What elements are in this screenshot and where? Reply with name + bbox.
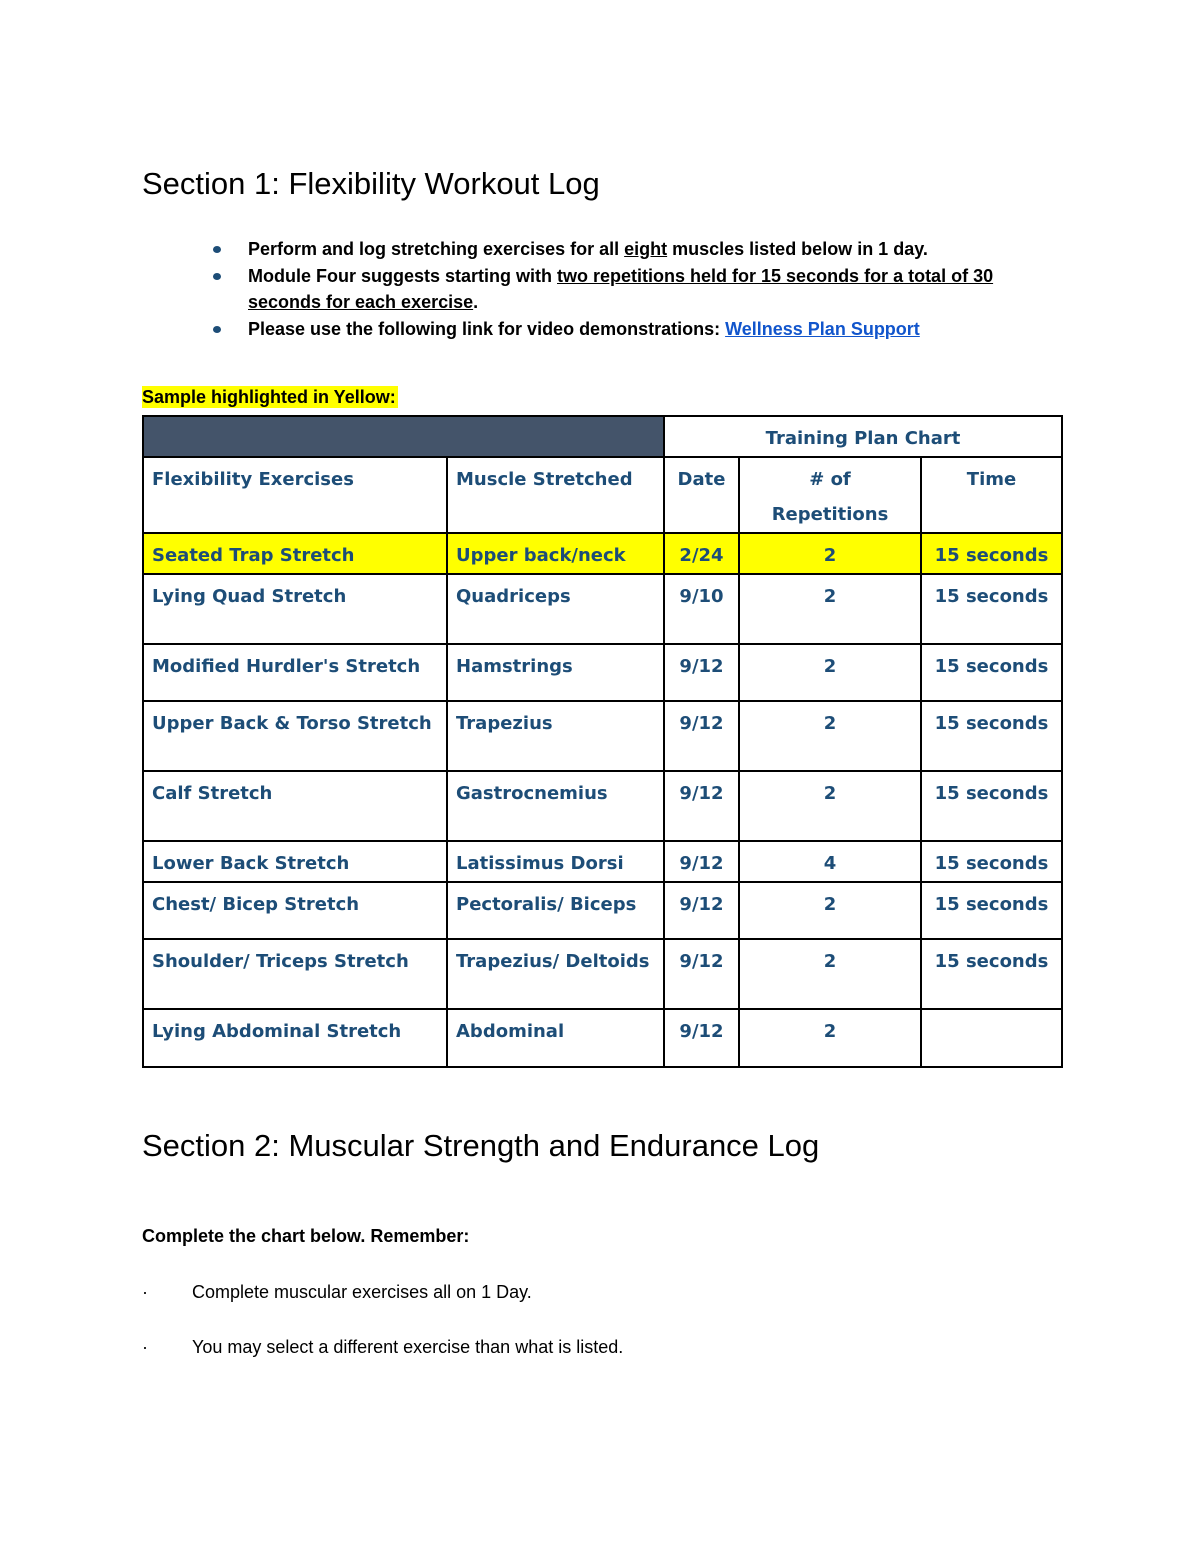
bullet-text: muscles listed below in 1 day. [667, 239, 928, 259]
table-cell: 2 [739, 644, 921, 701]
table-cell: 15 seconds [921, 771, 1062, 841]
column-header: Muscle Stretched [447, 457, 664, 533]
table-cell: 15 seconds [921, 841, 1062, 882]
table-cell: Calf Stretch [143, 771, 447, 841]
table-cell: 9/12 [664, 771, 739, 841]
table-cell: Trapezius [447, 701, 664, 771]
bullet-item [210, 263, 1070, 315]
table-cell: 9/12 [664, 1009, 739, 1067]
table-cell: 9/12 [664, 701, 739, 771]
table-cell: 9/12 [664, 939, 739, 1009]
bullet-text: Perform and log stretching exercises for all [248, 239, 625, 259]
bullet-item [210, 236, 1070, 262]
table-cell: 15 seconds [921, 701, 1062, 771]
table-cell: Quadriceps [447, 574, 664, 644]
table-cell: 9/12 [664, 644, 739, 701]
table-cell: Gastrocnemius [447, 771, 664, 841]
table-cell: Chest/ Bicep Stretch [143, 882, 447, 939]
table-cell: 2 [739, 574, 921, 644]
list-item [142, 1281, 532, 1303]
table-cell: 15 seconds [921, 882, 1062, 939]
sample-note: Sample highlighted in Yellow: [142, 387, 396, 407]
table-cell: 9/10 [664, 574, 739, 644]
table-cell: 4 [739, 841, 921, 882]
table-cell: Latissimus Dorsi [447, 841, 664, 882]
table-row [143, 939, 1062, 1009]
table-row [143, 701, 1062, 771]
table-header-row [143, 457, 1062, 533]
table-row [143, 644, 1062, 701]
bullet-text: . [473, 292, 479, 312]
bullet-text: Please use the following link for video demonstrations: [248, 319, 726, 339]
table-cell: 2 [739, 939, 921, 1009]
table-cell: 2 [739, 701, 921, 771]
table-row [143, 1009, 1062, 1067]
table-cell: 2 [739, 1009, 921, 1067]
table-cell [921, 1009, 1062, 1067]
table-cell: 15 seconds [921, 939, 1062, 1009]
dot-bullet: · [142, 1337, 148, 1357]
list-item-text: Complete muscular exercises all on 1 Day. [192, 1282, 532, 1302]
table-cell: Shoulder/ Triceps Stretch [143, 939, 447, 1009]
column-header: Time [921, 457, 1062, 533]
bullet-item [210, 316, 1070, 342]
table-cell: Lying Quad Stretch [143, 574, 447, 644]
section2-title: Section 2: Muscular Strength and Endurance Log [142, 1128, 820, 1163]
table-cell: 15 seconds [921, 533, 1062, 574]
table-row [143, 533, 1062, 574]
table-cell: 15 seconds [921, 644, 1062, 701]
table-title-row [143, 416, 1062, 457]
training-plan-title: Training Plan Chart [664, 416, 1062, 457]
table-cell: 9/12 [664, 882, 739, 939]
section1-title: Section 1: Flexibility Workout Log [142, 166, 600, 201]
column-header: Flexibility Exercises [143, 457, 447, 533]
table-row [143, 771, 1062, 841]
table-cell: 2/24 [664, 533, 739, 574]
table-cell: 15 seconds [921, 574, 1062, 644]
table-cell: Modified Hurdler's Stretch [143, 644, 447, 701]
table-cell: Seated Trap Stretch [143, 533, 447, 574]
table-cell: Abdominal [447, 1009, 664, 1067]
training-plan-table [142, 415, 1063, 1068]
table-cell: 2 [739, 533, 921, 574]
bullet-underlined-text: eight [624, 239, 668, 259]
table-cell: 2 [739, 882, 921, 939]
chart-instruction: Complete the chart below. Remember: [142, 1226, 470, 1246]
wellness-plan-support-link[interactable]: Wellness Plan Support [725, 319, 920, 339]
table-cell: Hamstrings [447, 644, 664, 701]
list-item-text: You may select a different exercise than what is listed. [192, 1337, 624, 1357]
bullet-text: Module Four suggests starting with [248, 266, 558, 286]
bullet-underlined-text: two repetitions held for 15 seconds for a total of 30 seconds for each exercise [248, 266, 994, 312]
table-cell: Lower Back Stretch [143, 841, 447, 882]
list-item [142, 1336, 623, 1358]
table-row [143, 841, 1062, 882]
table-cell: Upper back/neck [447, 533, 664, 574]
table-row [143, 882, 1062, 939]
column-header: Date [664, 457, 739, 533]
table-cell: Upper Back & Torso Stretch [143, 701, 447, 771]
table-cell: Lying Abdominal Stretch [143, 1009, 447, 1067]
table-cell: Pectoralis/ Biceps [447, 882, 664, 939]
table-cell: Trapezius/ Deltoids [447, 939, 664, 1009]
dark-header-cell [143, 416, 664, 457]
table-cell: 9/12 [664, 841, 739, 882]
table-row [143, 574, 1062, 644]
column-header: # of Repetitions [739, 457, 921, 533]
table-cell: 2 [739, 771, 921, 841]
instructions-list [210, 236, 1070, 343]
dot-bullet: · [142, 1282, 148, 1302]
